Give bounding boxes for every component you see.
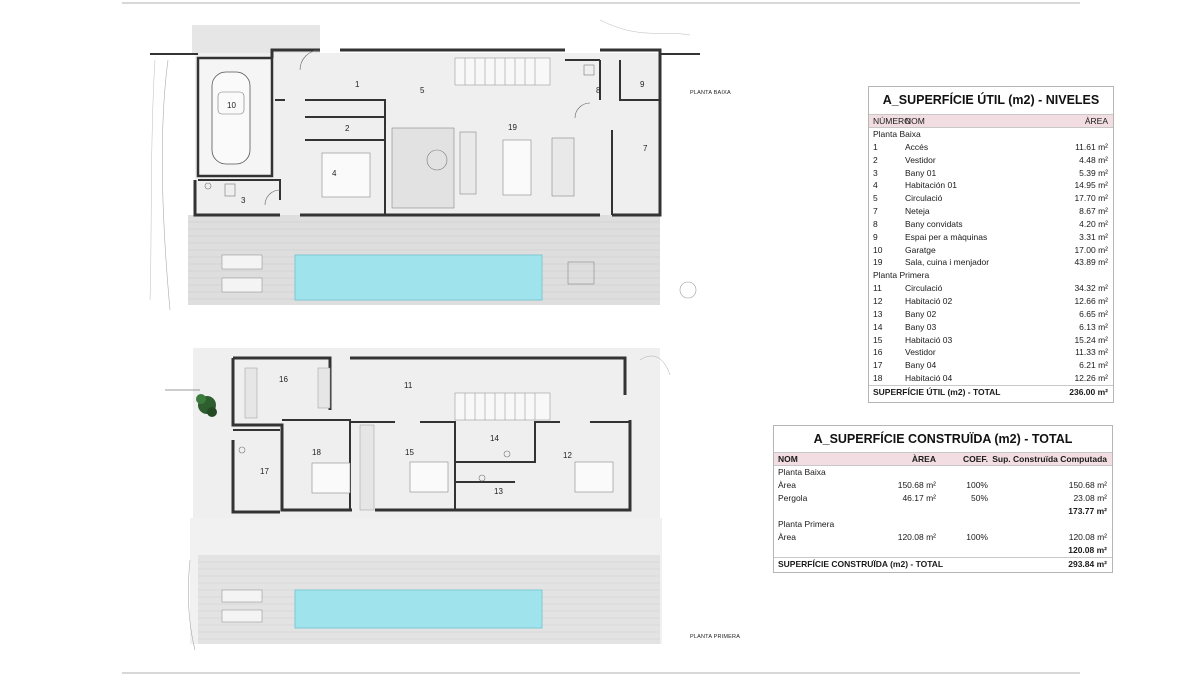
room-number-cell: 10 [873, 244, 883, 255]
table-row [869, 231, 1113, 244]
car-icon [212, 72, 250, 164]
room-number: 11 [404, 381, 413, 390]
lounger [222, 590, 262, 602]
room-number-cell: 1 [873, 141, 878, 152]
room-number: 13 [494, 487, 503, 496]
room-name-cell: Neteja [905, 206, 930, 217]
room-area-cell: 4.20 m² [1079, 218, 1108, 229]
bed [410, 462, 448, 492]
section-heading: Planta Primera [778, 518, 835, 529]
room-area-cell: 6.13 m² [1079, 321, 1108, 332]
room-number-cell: 5 [873, 193, 878, 204]
nom-cell: Pergola [778, 492, 808, 503]
lounger [222, 610, 262, 622]
table-row [869, 308, 1113, 321]
room-number-cell: 2 [873, 154, 878, 165]
header-name: NOM [905, 116, 925, 126]
table-row [869, 346, 1113, 359]
room-area-cell: 6.65 m² [1079, 308, 1108, 319]
table-row [869, 372, 1113, 385]
subtotal-value: 173.77 m² [1068, 505, 1107, 516]
table-row [869, 334, 1113, 347]
lounger [222, 255, 262, 269]
room-number: 15 [405, 448, 414, 457]
room-name-cell: Circulació [905, 283, 943, 294]
useful-total-label: SUPERFÍCIE ÚTIL (m2) - TOTAL [873, 386, 1001, 397]
room-area-cell: 4.48 m² [1079, 154, 1108, 165]
room-name-cell: Bany 04 [905, 360, 937, 371]
built-area-header [774, 452, 1112, 466]
table-row [774, 479, 1112, 492]
room-number-cell: 19 [873, 257, 883, 268]
room-area-cell: 8.67 m² [1079, 206, 1108, 217]
room-number: 2 [345, 124, 350, 133]
room-name-cell: Bany 03 [905, 321, 937, 332]
room-area-cell: 17.70 m² [1074, 193, 1108, 204]
room-number: 17 [260, 467, 269, 476]
section-heading: Planta Baixa [778, 467, 826, 477]
header-area: ÀREA [911, 454, 936, 464]
room-number: 1 [355, 80, 360, 89]
useful-area-table [868, 86, 1114, 403]
room-name-cell: Bany 02 [905, 308, 937, 319]
room-area-cell: 43.89 m² [1074, 257, 1108, 268]
bed [312, 463, 350, 493]
room-area-cell: 6.21 m² [1079, 360, 1108, 371]
nom-cell: Àrea [778, 531, 796, 542]
built-total-value: 293.84 m² [1068, 558, 1107, 569]
room-name-cell: Sala, cuina i menjador [905, 257, 990, 268]
room-number: 12 [563, 451, 572, 460]
first-house-footprint [193, 348, 660, 518]
table-row [869, 192, 1113, 205]
header-computed: Sup. Construïda Computada [992, 454, 1107, 464]
room-number-cell: 7 [873, 206, 878, 217]
table-row [869, 167, 1113, 180]
useful-area-total-row [869, 385, 1113, 399]
room-number: 5 [420, 86, 425, 95]
room-name-cell: Vestidor [905, 154, 936, 165]
kitchen-island [552, 138, 574, 196]
room-number-cell: 15 [873, 334, 883, 345]
bed [322, 153, 370, 197]
room-number: 16 [279, 375, 288, 384]
room-number: 14 [490, 434, 499, 443]
header-area: ÀREA [1084, 116, 1108, 126]
room-number-cell: 4 [873, 180, 878, 191]
coef-cell: 100% [966, 531, 988, 542]
header-coef: COEF. [962, 454, 988, 464]
nom-cell: Àrea [778, 479, 796, 490]
ground-plan-label: PLANTA BAIXA [690, 90, 731, 96]
room-name-cell: Vestidor [905, 347, 936, 358]
room-area-cell: 5.39 m² [1079, 167, 1108, 178]
room-number-cell: 17 [873, 360, 883, 371]
room-number-cell: 12 [873, 295, 883, 306]
room-number: 7 [643, 144, 648, 153]
useful-area-title: A_SUPERFÍCIE ÚTIL (m2) - NIVELES [882, 93, 1100, 107]
subtotal-value: 120.08 m² [1068, 544, 1107, 555]
room-area-cell: 3.31 m² [1079, 231, 1108, 242]
table-row [869, 256, 1113, 269]
table-row [774, 531, 1112, 544]
room-name-cell: Garatge [905, 244, 936, 255]
built-area-table [773, 425, 1113, 573]
room-name-cell: Habitació 02 [905, 295, 953, 306]
coef-cell: 100% [966, 479, 988, 490]
area-cell: 120.08 m² [897, 531, 936, 542]
table-row [869, 154, 1113, 167]
tree-icon [680, 282, 696, 298]
coef-cell: 50% [970, 492, 988, 503]
table-row [869, 295, 1113, 308]
room-area-cell: 12.26 m² [1074, 373, 1108, 384]
subtotal-row [774, 544, 1112, 557]
room-number-cell: 8 [873, 218, 878, 229]
room-number-cell: 3 [873, 167, 878, 178]
useful-area-body [869, 128, 1113, 385]
built-area-total-row [774, 557, 1112, 571]
room-area-cell: 11.33 m² [1075, 347, 1108, 358]
area-cell: 150.68 m² [897, 479, 936, 490]
table-row [869, 179, 1113, 192]
table-row [869, 244, 1113, 257]
bed [575, 462, 613, 492]
room-area-cell: 17.00 m² [1074, 244, 1108, 255]
useful-total-value: 236.00 m² [1069, 386, 1108, 397]
subtotal-row [774, 505, 1112, 518]
header-nom: NOM [778, 454, 798, 464]
table-row [774, 492, 1112, 505]
room-number: 3 [241, 196, 246, 205]
table-row [869, 141, 1113, 154]
built-area-body [774, 466, 1112, 557]
sofa [460, 132, 476, 194]
room-name-cell: Bany convidats [905, 218, 963, 229]
room-area-cell: 11.61 m² [1075, 141, 1108, 152]
lounger [222, 278, 262, 292]
pool-first [295, 590, 542, 628]
room-number-cell: 11 [873, 283, 882, 294]
room-number-cell: 9 [873, 231, 878, 242]
table-row [869, 359, 1113, 372]
room-name-cell: Habitació 03 [905, 334, 953, 345]
pool-ground [295, 255, 542, 300]
room-name-cell: Bany 01 [905, 167, 937, 178]
room-number-cell: 13 [873, 308, 883, 319]
room-number: 18 [312, 448, 321, 457]
built-total-label: SUPERFÍCIE CONSTRUÏDA (m2) - TOTAL [778, 558, 944, 569]
computed-cell: 23.08 m² [1073, 492, 1107, 503]
area-cell: 46.17 m² [902, 492, 936, 503]
room-area-cell: 15.24 m² [1074, 334, 1108, 345]
room-area-cell: 12.66 m² [1074, 295, 1108, 306]
header-number: NÚMERO [873, 116, 911, 126]
room-name-cell: Habitació 04 [905, 373, 953, 384]
room-name-cell: Habitación 01 [905, 180, 957, 191]
room-number: 4 [332, 169, 337, 178]
room-number: 8 [596, 86, 601, 95]
room-name-cell: Accés [905, 141, 929, 152]
first-floor-plan [165, 348, 740, 650]
ground-floor-plan [150, 20, 731, 310]
subtotal-spacer [774, 544, 1027, 557]
section-heading: Planta Primera [873, 270, 930, 281]
first-plan-label: PLANTA PRIMERA [690, 634, 741, 640]
computed-cell: 150.68 m² [1068, 479, 1107, 490]
room-name-cell: Circulació [905, 193, 943, 204]
built-area-title: A_SUPERFÍCIE CONSTRUÏDA (m2) - TOTAL [813, 432, 1073, 446]
room-number: 10 [227, 101, 236, 110]
section-heading: Planta Baixa [873, 129, 921, 139]
room-number: 19 [508, 123, 517, 132]
room-number-cell: 16 [873, 347, 883, 358]
table-row [869, 205, 1113, 218]
computed-cell: 120.08 m² [1068, 531, 1107, 542]
room-number-cell: 18 [873, 373, 883, 384]
room-number: 9 [640, 80, 645, 89]
rug [392, 128, 454, 208]
table-row [869, 282, 1113, 295]
useful-area-header [869, 114, 1113, 128]
subtotal-spacer [774, 505, 1027, 518]
dining-table [503, 140, 531, 195]
table-row [869, 321, 1113, 334]
table-row [869, 218, 1113, 231]
room-number-cell: 14 [873, 321, 883, 332]
room-area-cell: 34.32 m² [1074, 283, 1108, 294]
room-area-cell: 14.95 m² [1074, 180, 1108, 191]
room-name-cell: Espai per a màquinas [905, 231, 988, 242]
